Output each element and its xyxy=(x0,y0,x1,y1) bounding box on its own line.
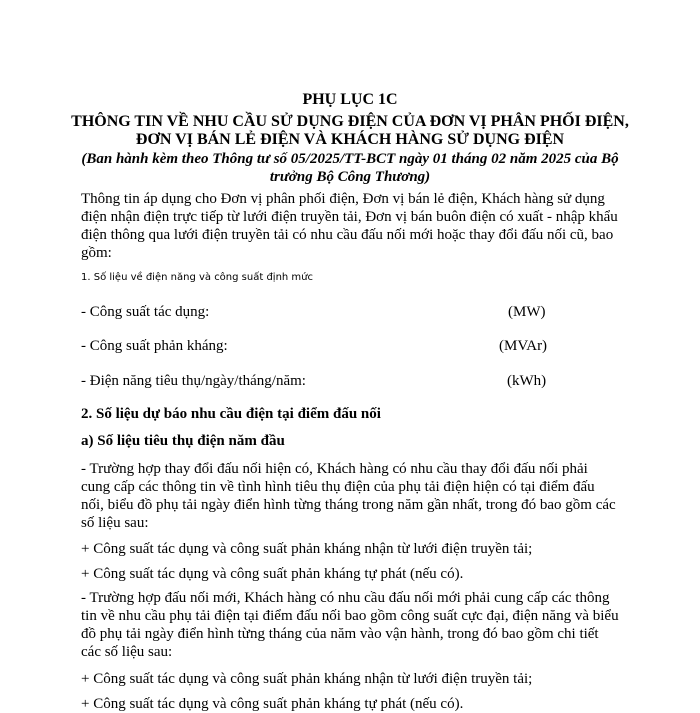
intro-line: Thông tin áp dụng cho Đơn vị phân phối điện, Đơn vị bán lẻ điện, Khách hàng sử dụng xyxy=(81,191,605,207)
issued-note-line: trưởng Bộ Công Thương) xyxy=(269,169,431,185)
subtitle-line: THÔNG TIN VỀ NHU CẦU SỬ DỤNG ĐIỆN CỦA ĐƠN VỊ PHÂN PHỐI ĐIỆN, xyxy=(71,113,629,130)
paragraph-line: các số liệu sau: xyxy=(81,644,173,660)
bullet-item: + Công suất tác dụng và công suất phản kháng tự phát (nếu có). xyxy=(81,696,464,712)
paragraph-line: nối, biểu đồ phụ tải ngày điển hình từng tháng trong năm gần nhất, trong đó bao gồm các xyxy=(81,497,616,513)
active-power-unit: (MW) xyxy=(508,304,546,320)
paragraph-line: số liệu sau: xyxy=(81,515,149,531)
paragraph-line: tin về nhu cầu phụ tải điện tại điểm đấu nối bao gồm công suất cực đại, điện năng và biểu xyxy=(81,608,619,624)
intro-line: điện thông qua lưới điện truyền tải có nhu cầu đấu nối mới hoặc thay đổi đấu nối cũ, bao xyxy=(81,227,614,243)
intro-line: điện nhận điện trực tiếp từ lưới điện truyền tải, Đơn vị bán buôn điện có xuất - nhập khẩu xyxy=(81,209,618,225)
energy-consumption-unit: (kWh) xyxy=(507,373,547,389)
appendix-title: PHỤ LỤC 1C xyxy=(302,91,398,108)
new-connection-paragraph xyxy=(81,589,621,661)
paragraph-line: đồ phụ tải ngày điển hình từng tháng của năm vào vận hành, trong đó bao gồm chi tiết xyxy=(81,626,599,642)
paragraph-line: cung cấp các thông tin về tình hình tiêu thụ điện của phụ tải điện hiện có tại điểm đấu xyxy=(81,479,595,495)
section-2a-heading: a) Số liệu tiêu thụ điện năm đầu xyxy=(81,433,285,449)
section-1-heading: 1. Số liệu về điện năng và công suất định mức xyxy=(81,272,314,283)
reactive-power-unit: (MVAr) xyxy=(499,338,548,354)
subtitle-line: ĐƠN VỊ BÁN LẺ ĐIỆN VÀ KHÁCH HÀNG SỬ DỤNG ĐIỆN xyxy=(135,131,565,148)
issued-note xyxy=(60,150,640,186)
bullet-item: + Công suất tác dụng và công suất phản kháng tự phát (nếu có). xyxy=(81,566,464,582)
active-power-label: - Công suất tác dụng: xyxy=(81,304,210,320)
intro-line: gồm: xyxy=(81,245,112,261)
document-subtitle xyxy=(60,113,640,149)
energy-consumption-label: - Điện năng tiêu thụ/ngày/tháng/năm: xyxy=(81,373,306,389)
paragraph-line: - Trường hợp thay đổi đấu nối hiện có, Khách hàng có nhu cầu thay đổi đấu nối phải xyxy=(81,461,588,477)
issued-note-line: (Ban hành kèm theo Thông tư số 05/2025/TT-BCT ngày 01 tháng 02 năm 2025 của Bộ xyxy=(81,151,619,167)
paragraph-line: - Trường hợp đấu nối mới, Khách hàng có nhu cầu đấu nối mới phải cung cấp các thông xyxy=(81,590,610,606)
section-2-heading: 2. Số liệu dự báo nhu cầu điện tại điểm đấu nối xyxy=(81,406,381,422)
bullet-item: + Công suất tác dụng và công suất phản kháng nhận từ lưới điện truyền tải; xyxy=(81,671,533,687)
bullet-item: + Công suất tác dụng và công suất phản kháng nhận từ lưới điện truyền tải; xyxy=(81,541,533,557)
intro-paragraph xyxy=(81,190,621,262)
reactive-power-label: - Công suất phản kháng: xyxy=(81,338,228,354)
existing-connection-paragraph xyxy=(81,460,621,532)
